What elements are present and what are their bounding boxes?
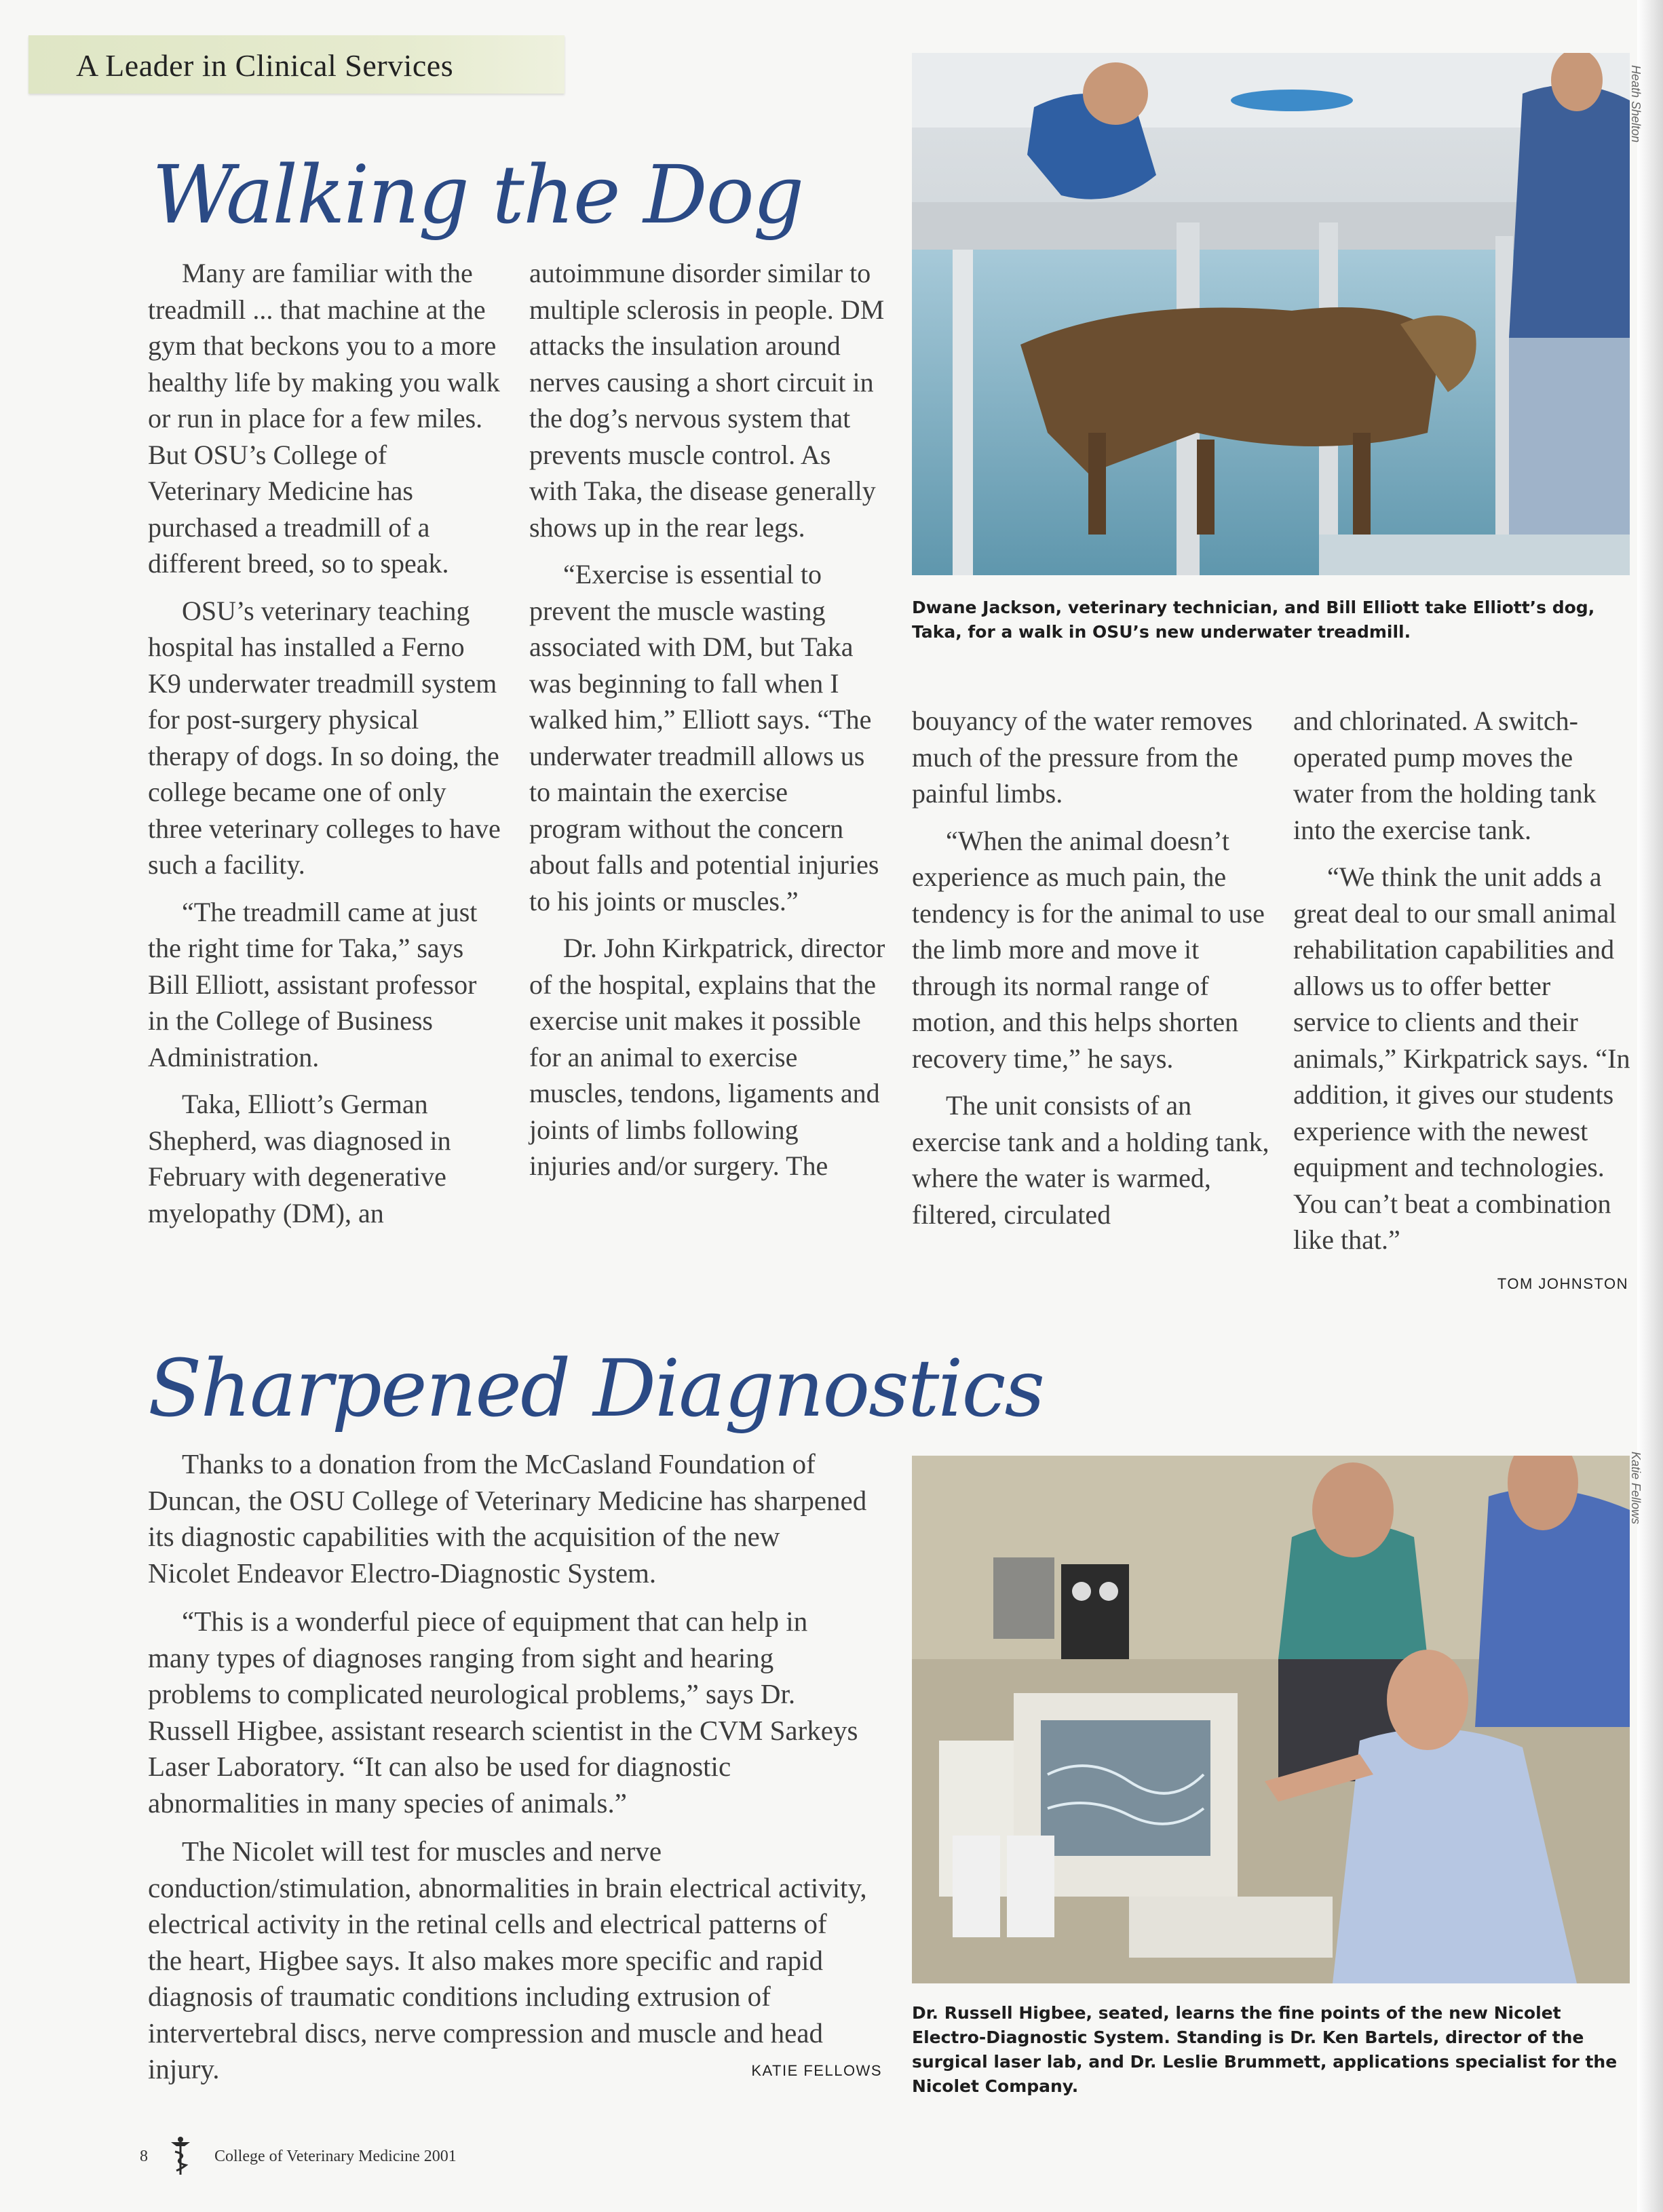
section-label: A Leader in Clinical Services <box>76 48 454 83</box>
article1-column-3 <box>912 703 1272 1243</box>
article2-paragraph: The Nicolet will test for muscles and nerve conduction/stimulation, abnormalities in brain electrical activity, electrical activity in the retinal cells and electrical patterns of the heart, Higbee says. It also makes more specific and rapid diagnosis of traumatic conditions including extrusion of intervertebral discs, nerve compression and muscle and head injury. <box>148 1836 867 2084</box>
treadmill-photo-credit: Heath Shelton <box>1629 65 1643 143</box>
article1-col2-paragraph: “Exercise is essential to prevent the muscle wasting associated with DM, but Taka was beginning to fall when I walked him,” Elliott says. “The underwater treadmill allows us to maintain the exercise program without the concern about falls and potential injuries to his joints or muscles.” <box>529 559 879 916</box>
article2-title: Sharpened Diagnostics <box>148 1343 1044 1435</box>
article1-col1-paragraph: OSU’s veterinary teaching hospital has installed a Ferno K9 underwater treadmill system for post-surgery physical therapy of dogs. In so doing, the college became one of only three veterinary colleges to have such a facility. <box>148 595 501 880</box>
article2-paragraph: “This is a wonderful piece of equipment that can help in many types of diagnoses ranging from sight and hearing problems to complicated neurological problems,” says Dr. Russell Higbee, assistant research scientist in the CVM Sarkeys Laser Laboratory. “It can also be used for diagnostic abnormalities in many species of animals.” <box>148 1606 858 1819</box>
article2-paragraph: Thanks to a donation from the McCasland Foundation of Duncan, the OSU College of Veterinary Medicine has sharpened its diagnostic capabilities with the acquisition of the new Nicolet Endeavor Electro-Diagnostic System. <box>148 1448 867 1589</box>
article1-col1-paragraph: Many are familiar with the treadmill ... that machine at the gym that beckons you to a more healthy life by making you walk or run in place for a few miles. But OSU’s College of Veterinary Medicine has purchased a treadmill of a different breed, so to speak. <box>148 258 500 579</box>
article1-col1-paragraph: “The treadmill came at just the right time for Taka,” says Bill Elliott, assistant professor in the College of Business Administration. <box>148 896 478 1072</box>
article1-col3-paragraph: bouyancy of the water removes much of the pressure from the painful limbs. <box>912 705 1253 809</box>
article1-col2-paragraph: Dr. John Kirkpatrick, director of the hospital, explains that the exercise unit makes it possible for an animal to exercise muscles, tendons, ligaments and joints of limbs following injuries and/or surgery. The <box>529 933 885 1181</box>
article1-column-2 <box>529 255 885 1195</box>
publication-name: College of Veterinary Medicine 2001 <box>214 2148 457 2165</box>
article1-col1-paragraph: Taka, Elliott’s German Shepherd, was diagnosed in February with degenerative myelopathy (DM), an <box>148 1089 451 1228</box>
treadmill-photo-caption: Dwane Jackson, veterinary technician, and Bill Elliott take Elliott’s dog, Taka, for a walk in OSU’s new underwater treadmill. <box>912 598 1595 642</box>
section-label-tab <box>28 35 565 94</box>
nicolet-photo-caption: Dr. Russell Higbee, seated, learns the fine points of the new Nicolet Electro-Diagnostic System. Standing is Dr. Ken Bartels, director of the surgical laser lab, and Dr. Leslie Brummett, applications specialist for the Nicolet Company. <box>912 2003 1618 2096</box>
article1-title: Walking the Dog <box>152 148 803 241</box>
article1-column-1 <box>148 255 504 1242</box>
article1-column-4 <box>1293 703 1632 1269</box>
article2-body <box>148 1446 867 2100</box>
caduceus-logo-icon <box>167 2135 194 2176</box>
nicolet-photo <box>912 1456 1630 1983</box>
page-binding-edge <box>1637 0 1663 2212</box>
article1-col2-paragraph: autoimmune disorder similar to multiple sclerosis in people. DM attacks the insulation around nerves causing a short circuit in the dog’s nervous system that prevents muscle control. As with Taka, the disease generally shows up in the rear legs. <box>529 258 885 543</box>
treadmill-photo-illustration <box>912 53 1630 575</box>
article1-col3-paragraph: “When the animal doesn’t experience as much pain, the tendency is for the animal to use the limb more and move it through its normal range of motion, and this helps shorten recovery time,” he says. <box>912 825 1265 1074</box>
nicolet-photo-credit: Katie Fellows <box>1629 1452 1643 1525</box>
treadmill-photo <box>912 53 1630 575</box>
nicolet-photo-illustration <box>912 1456 1630 1983</box>
article2-byline: KATIE FELLOWS <box>751 2062 882 2079</box>
article1-col3-paragraph: The unit consists of an exercise tank and a holding tank, where the water is warmed, filtered, circulated <box>912 1090 1269 1230</box>
article1-col4-paragraph: and chlorinated. A switch-operated pump moves the water from the holding tank into the exercise tank. <box>1293 705 1597 845</box>
article1-byline: TOM JOHNSTON <box>1497 1275 1628 1292</box>
article1-col4-paragraph: “We think the unit adds a great deal to our small animal rehabilitation capabilities and allows us to offer better service to clients and their animals,” Kirkpatrick says. “In addition, it gives our students experience with the newest equipment and technologies. You can’t beat a combination like that.” <box>1293 861 1630 1255</box>
caduceus-logo-graphic <box>167 2135 194 2176</box>
page-number: 8 <box>140 2148 148 2165</box>
